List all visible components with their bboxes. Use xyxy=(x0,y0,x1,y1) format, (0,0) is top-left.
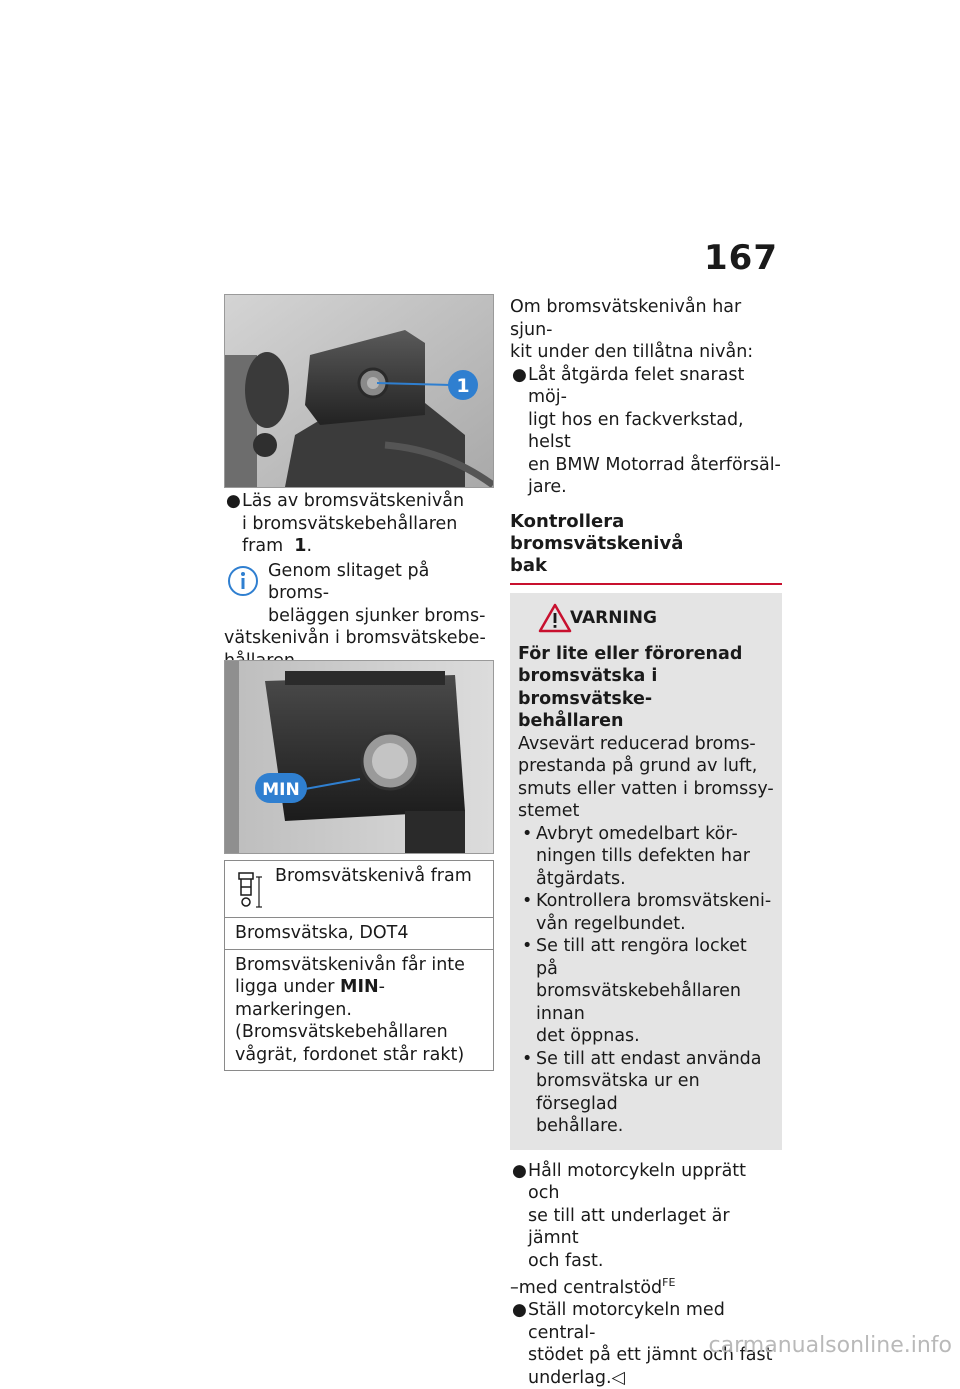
section-divider xyxy=(510,583,782,585)
warning-triangle-icon xyxy=(538,603,572,633)
condition-sup: FE xyxy=(662,1276,676,1289)
bullet-workshop: ● Låt åtgärda felet snarast möj- ligt hos en fackverkstad, helst en BMW Motorrad återförsäl- jare. xyxy=(512,364,781,497)
brake-reservoir-photo-front xyxy=(224,294,494,488)
callout-1-label: 1 xyxy=(456,375,470,397)
bullet-dot: ● xyxy=(226,491,241,511)
reference-number: 1 xyxy=(294,536,307,556)
page-number: 167 xyxy=(704,238,778,278)
brake-reservoir-illustration xyxy=(225,295,493,487)
bullet-dot: ● xyxy=(512,1160,527,1181)
spec-title-row xyxy=(225,861,493,918)
fluid-level-icon xyxy=(235,869,265,911)
reservoir-min-illustration xyxy=(225,661,493,853)
spec-table xyxy=(225,860,493,1071)
warning-item: • Se till att endast använda bromsvätska ur en förseglad behållare. xyxy=(522,1048,762,1136)
warning-item: • Se till att rengöra locket på bromsvätskebehållaren innan det öppnas. xyxy=(522,936,747,1046)
spec-title: Bromsvätskenivå fram xyxy=(275,866,472,886)
warning-header xyxy=(518,603,774,635)
bullet-read-level: ● Läs av bromsvätskenivån i bromsvätskebehållaren fram 1. xyxy=(226,491,465,556)
watermark: carmanualsonline.info xyxy=(708,1333,952,1358)
left-column-text xyxy=(224,490,494,672)
warning-title: För lite eller förorenad bromsvätska i bromsvätske- behållaren xyxy=(518,643,743,731)
bullet-dot: ● xyxy=(512,364,527,385)
info-icon xyxy=(226,564,260,598)
info-note: Genom slitaget på broms- beläggen sjunker broms- vätskenivån i bromsvätskebe- xyxy=(224,560,486,648)
bullet-dot: ● xyxy=(512,1300,527,1321)
end-of-section-icon: ◁ xyxy=(611,1367,625,1388)
spec-row-fluid: Bromsvätska, DOT4 xyxy=(225,918,493,950)
warning-item: • Kontrollera bromsvätskeni- vån regelbundet. xyxy=(522,891,772,934)
condition-line: –med centralstöd$^{FE}$ xyxy=(510,1276,676,1298)
brake-reservoir-photo-min xyxy=(224,660,494,854)
warning-label: VARNING xyxy=(570,607,657,628)
warning-box xyxy=(510,593,782,1150)
section-heading: Kontrollera bromsvätskenivå bak xyxy=(510,510,684,576)
spec-row-level: Bromsvätskenivån får inte ligga under MIN-markeringen. (Bromsvätskebehållaren vågrät, fordonet står rakt) xyxy=(225,949,493,1071)
warning-item: • Avbryt omedelbart kör- ningen tills defekten har åtgärdats. xyxy=(522,823,750,889)
spec-table-box xyxy=(224,860,494,1071)
bullet-hold-upright: ● Håll motorcykeln upprätt och se till att underlaget är jämnt och fast. xyxy=(512,1160,747,1271)
bullet-center-stand: ● Ställ motorcykeln med central- stödet på ett jämnt och fast underlag.◁ xyxy=(512,1300,773,1388)
warning-body: Avsevärt reducerad broms- prestanda på grund av luft, smuts eller vatten i bromssy- stemet xyxy=(518,733,774,821)
right-column-text: Om bromsvätskenivån har sjun- kit under den tillåtna nivån: ● Låt åtgärda felet snarast möj- ligt hos en fackverkstad, helst en BMW Motorrad återförsäl- jare. Kontrollera bromsvätskenivå bak VARNING För lite eller förorenad bromsvätska i bromsvätske- behållaren Avsevärt reducerad broms- prestanda på grund av luft, smuts eller vatten i bromssy- stemet • Avbryt omedelbart kör- ningen tills defekten har åtgärdats. • Kontrollera bromsvätskeni- vån regelbundet. • Se till att rengöra locket på bromsvätskebehållaren innan det öppnas. • Se till att endast använda bromsvätska ur en förseglad behållare. ● Håll motorcykeln upprätt och se till att underlaget är jämnt och fast. –med centralstöd$^{FE}$ ● Ställ motorcykeln med central- stödet på ett jämnt och fast underlag.◁ xyxy=(510,297,781,1388)
callout-min-label: MIN xyxy=(262,780,300,800)
